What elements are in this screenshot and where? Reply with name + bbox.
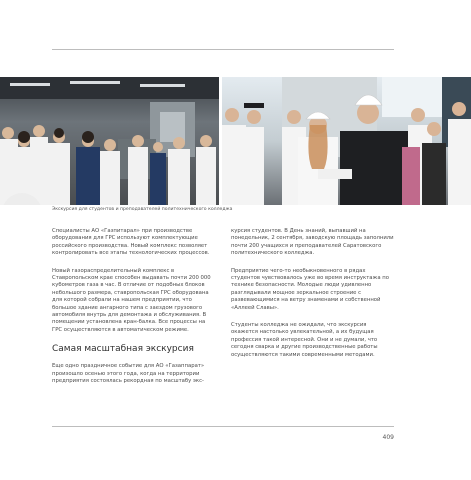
right-text-column bbox=[231, 228, 394, 369]
tour-group-photo bbox=[0, 77, 219, 205]
left-paragraph-1: Специалисты АО «Газпитарал» при производстве оборудования для ГРС используют комплектующие российского производства. Новый комплекс позволяет контролировать все этапы технологических процессов. bbox=[52, 228, 210, 257]
left-paragraph-2: Новый газораспределительный комплекс в Ставропольском крае способен выдавать почти 200 000 кубометров газа в час. В отличие от подобных блоков небольшого размера, ставропольская ГРС оборудована для которой собрали на нашем предприятии, что большое здание ангарного типа с заездом грузового автомобиля внутрь для демонтажа и обслуживания. В помещении установлена кран-балка. Все процессы на ГРС осуществляются в автоматическом режиме. bbox=[52, 267, 211, 333]
photo-caption: Экскурсия для студентов и преподавателей политехнического колледжа bbox=[52, 207, 233, 212]
left-text-column bbox=[52, 228, 215, 396]
bottom-rule bbox=[52, 426, 394, 427]
section-heading: Самая масштабная экскурсия bbox=[52, 344, 194, 355]
right-paragraph-3: Студенты колледжа не ожидали, что экскурсия окажется настолько увлекательной, а их будущая профессия такой интересной. Они и не думали, что сегодня сварка и другие производственные работы осуществляются такими современными методами. bbox=[231, 322, 378, 358]
left-paragraph-3: Еще одно праздничное событие для АО «Газаппарат» произошло осенью этого года, когда на территории предприятия состоялась рекордная по масштабу экс- bbox=[52, 363, 205, 385]
right-paragraph-2: Предприятие чего-то необыкновенного в рядах студентов чувствовалось уже во время инструктажа по технике безопасности. Молодые люди удивленно разглядывали мощное зеркальное строение с развевающимися на ветру знаменами и собственной «Аллеей Славы». bbox=[231, 267, 389, 311]
right-paragraph-1: курсия студентов. В День знаний, выпавший на понедельник, 2 сентября, заводскую площадь заполнили почти 200 учащихся и преподавателей Саратовского политехнического колледжа. bbox=[231, 228, 394, 257]
top-rule bbox=[52, 49, 394, 50]
students-helmets-photo bbox=[222, 77, 471, 205]
page-number: 409 bbox=[382, 434, 394, 441]
